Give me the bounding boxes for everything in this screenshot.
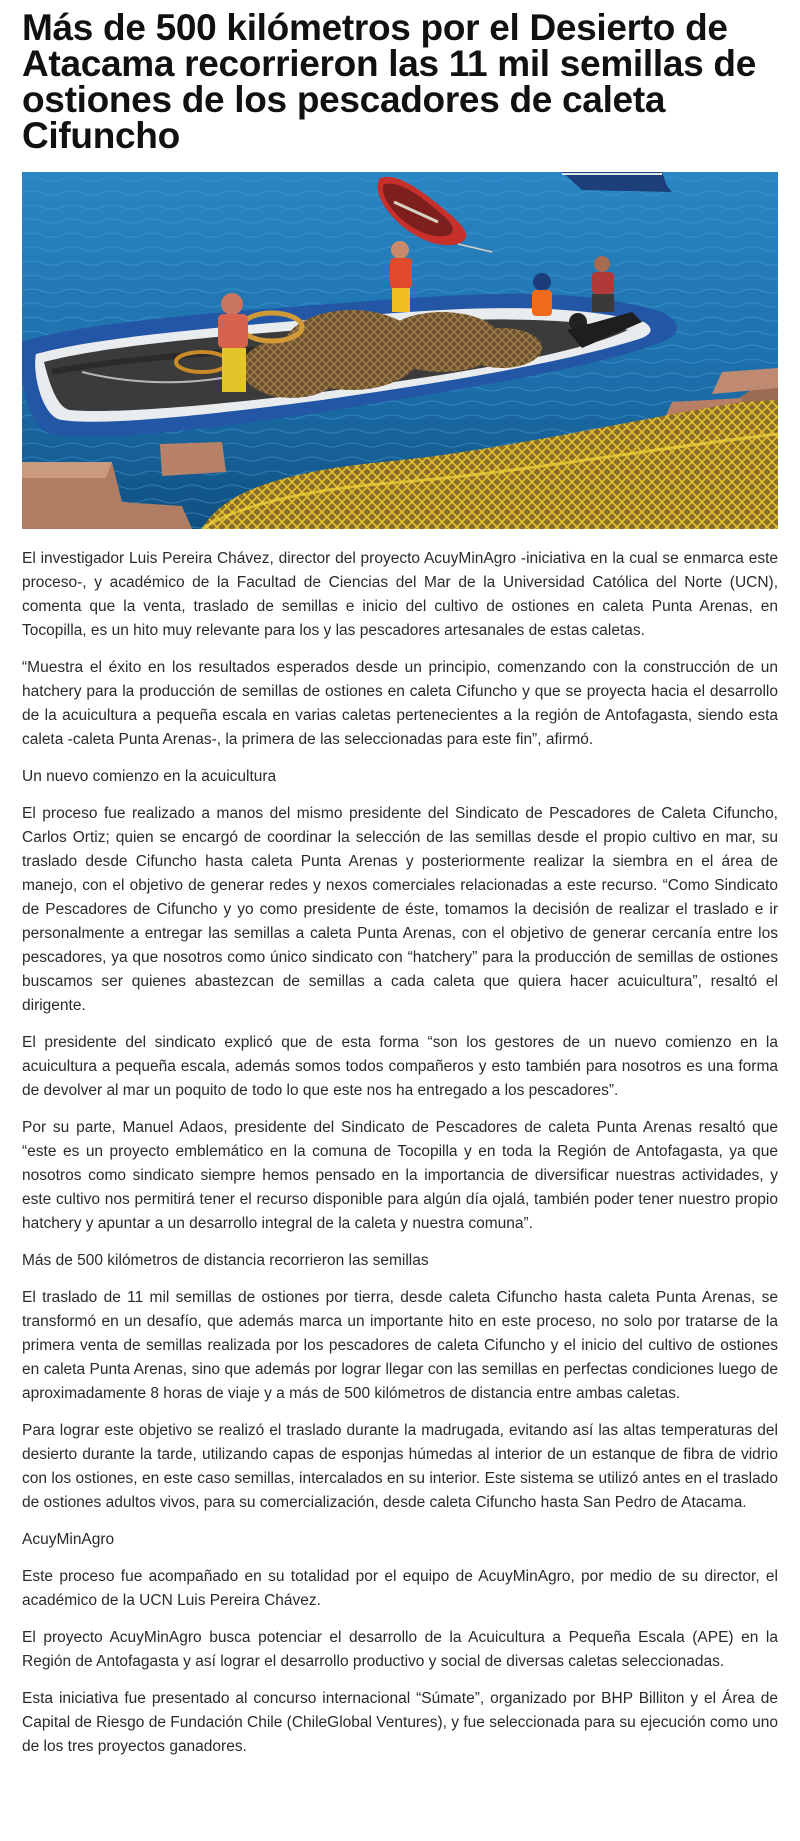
paragraph: Esta iniciativa fue presentado al concurso internacional “Súmate”, organizado por BHP Billiton y el Área de Capital de Riesgo de Fundación Chile (ChileGlobal Ventures), y fue seleccionada para su ejecución como uno de los tres proyectos ganadores. [22, 1690, 778, 1755]
paragraph: El presidente del sindicato explicó que de esta forma “son los gestores de un nuevo comienzo en la acuicultura a pequeña escala, además somos todos compañeros y esto también para nosotros es una forma de devolver al mar un poquito de todo lo que este nos ha entregado a los pescadores”. [22, 1034, 778, 1099]
paragraph: El proceso fue realizado a manos del mismo presidente del Sindicato de Pescadores de Caleta Cifuncho, Carlos Ortiz; quien se encargó de coordinar la selección de las semillas desde el propio cultivo en mar, su traslado desde Cifuncho hasta caleta Punta Arenas y posteriormente realizar la siembra en el área de manejo, con el objetivo de generar redes y nexos comerciales relacionadas a este recurso. “Como Sindicato de Pescadores de Cifuncho y yo como presidente de éste, tomamos la decisión de realizar el traslado e ir personalmente a entregar las semillas a caleta Punta Arenas, con el objetivo de generar cercanía entre los pescadores, ya que nosotros como único sindicato con “hatchery” para la producción de semillas de ostiones buscamos ser quienes abastezcan de semillas a cada caleta que quiera hacer acuicultura”, resaltó el dirigente. [22, 805, 778, 1014]
section-subheading: Más de 500 kilómetros de distancia recorrieron las semillas [22, 1252, 429, 1269]
hero-image [22, 172, 778, 529]
paragraph: Para lograr este objetivo se realizó el traslado durante la madrugada, evitando así las altas temperaturas del desierto durante la tarde, utilizando capas de esponjas húmedas al interior de un estanque de fibra de vidrio con los ostiones, en este caso semillas, intercalados en su interior. Este sistema se utilizó antes en el traslado de ostiones adultos vivos, para su comercialización, desde caleta Cifuncho hasta San Pedro de Atacama. [22, 1422, 778, 1511]
paragraph: “Muestra el éxito en los resultados esperados desde un principio, comenzando con la construcción de un hatchery para la producción de semillas de ostiones en caleta Cifuncho y que se proyecta hacia el desarrollo de la acuicultura a pequeña escala en varias caletas pertenecientes a la región de Antofagasta, siendo esta caleta -caleta Punta Arenas-, la primera de las seleccionadas para este fin”, afirmó. [22, 659, 778, 748]
fisherman-orange [532, 273, 552, 316]
paragraph: El proyecto AcuyMinAgro busca potenciar el desarrollo de la Acuicultura a Pequeña Escala (APE) en la Región de Antofagasta y así lograr el desarrollo productivo y social de diversas caletas seleccionadas. [22, 1629, 778, 1670]
paragraph: Por su parte, Manuel Adaos, presidente del Sindicato de Pescadores de caleta Punta Arenas resaltó que “este es un proyecto emblemático en la comuna de Tocopilla y en toda la Región de Antofagasta, ya que nosotros como sindicato siempre hemos pensado en la importancia de diversificar nuestras actividades, y este cultivo nos permitirá tener el recurso disponible para algún día ojalá, también poder tener nuestro propio hatchery y apuntar a un desarrollo integral de la caleta y nuestra comuna”. [22, 1119, 778, 1232]
fisherman-red-shirt [390, 241, 412, 312]
paragraph: Este proceso fue acompañado en su totalidad por el equipo de AcuyMinAgro, por medio de su director, el académico de la UCN Luis Pereira Chávez. [22, 1568, 778, 1609]
paragraph: El investigador Luis Pereira Chávez, director del proyecto AcuyMinAgro -iniciativa en la cual se enmarca este proceso-, y académico de la Facultad de Ciencias del Mar de la Universidad Católica del Norte (UCN), comenta que la venta, traslado de semillas e inicio del cultivo de ostiones en caleta Punta Arenas, en Tocopilla, es un hito muy relevante para los y las pescadores artesanales de estas caletas. [22, 550, 778, 639]
article-title: Más de 500 kilómetros por el Desierto de Atacama recorrieron las 11 mil semillas de ostiones de los pescadores de caleta Cifuncho [22, 7, 756, 156]
article-body [22, 547, 778, 1759]
paragraph: El traslado de 11 mil semillas de ostiones por tierra, desde caleta Cifuncho hasta caleta Punta Arenas, se transformó en un desafío, que además marca un importante hito en este proceso, no solo por tratarse de la primera venta de semillas realizada por los pescadores de caleta Cifuncho y el inicio del cultivo de ostiones en caleta Punta Arenas, sino que además por lograr llegar con las semillas en perfectas condiciones luego de aproximadamente 8 horas de viaje y a más de 500 kilómetros de distancia entre ambas caletas. [22, 1289, 778, 1402]
section-subheading: AcuyMinAgro [22, 1531, 115, 1548]
section-subheading: Un nuevo comienzo en la acuicultura [22, 768, 277, 785]
article [22, 0, 778, 1759]
